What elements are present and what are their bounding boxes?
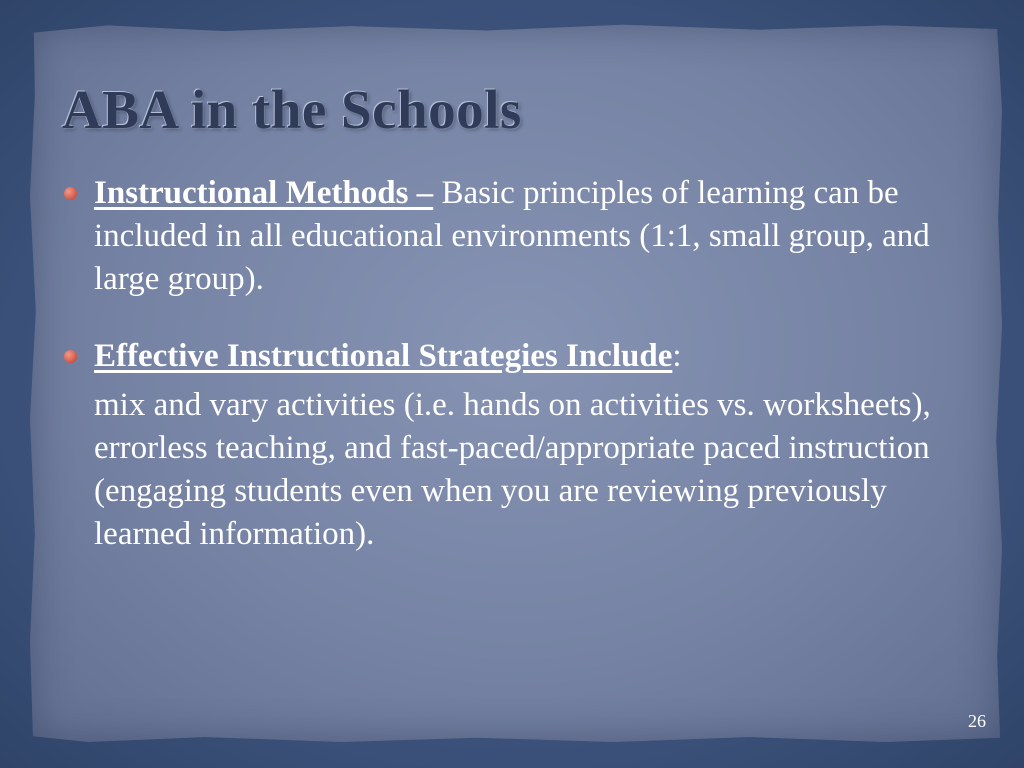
round-bullet-icon: [64, 187, 77, 200]
slide-title: ABA in the Schools: [62, 79, 522, 140]
bullet-item-instructional-methods: [62, 172, 942, 301]
slide-number: 26: [968, 711, 986, 731]
round-bullet-icon: [64, 350, 77, 363]
bullet-text: Basic principles of learning can be included in all educational environments (1:1, small group, and large group).: [94, 175, 930, 297]
bullet-item-effective-strategies: [62, 335, 942, 378]
bullet-heading-suffix: :: [672, 338, 682, 374]
bullet-body-text: mix and vary activities (i.e. hands on activities vs. worksheets), errorless teaching, and fast-paced/appropriate paced instruction (engaging students even when you are reviewing previously learned information).: [94, 387, 931, 552]
bullet-heading: Instructional Methods –: [94, 175, 434, 211]
bullet-heading: Effective Instructional Strategies Include: [94, 338, 673, 374]
slide-content: [62, 172, 942, 556]
